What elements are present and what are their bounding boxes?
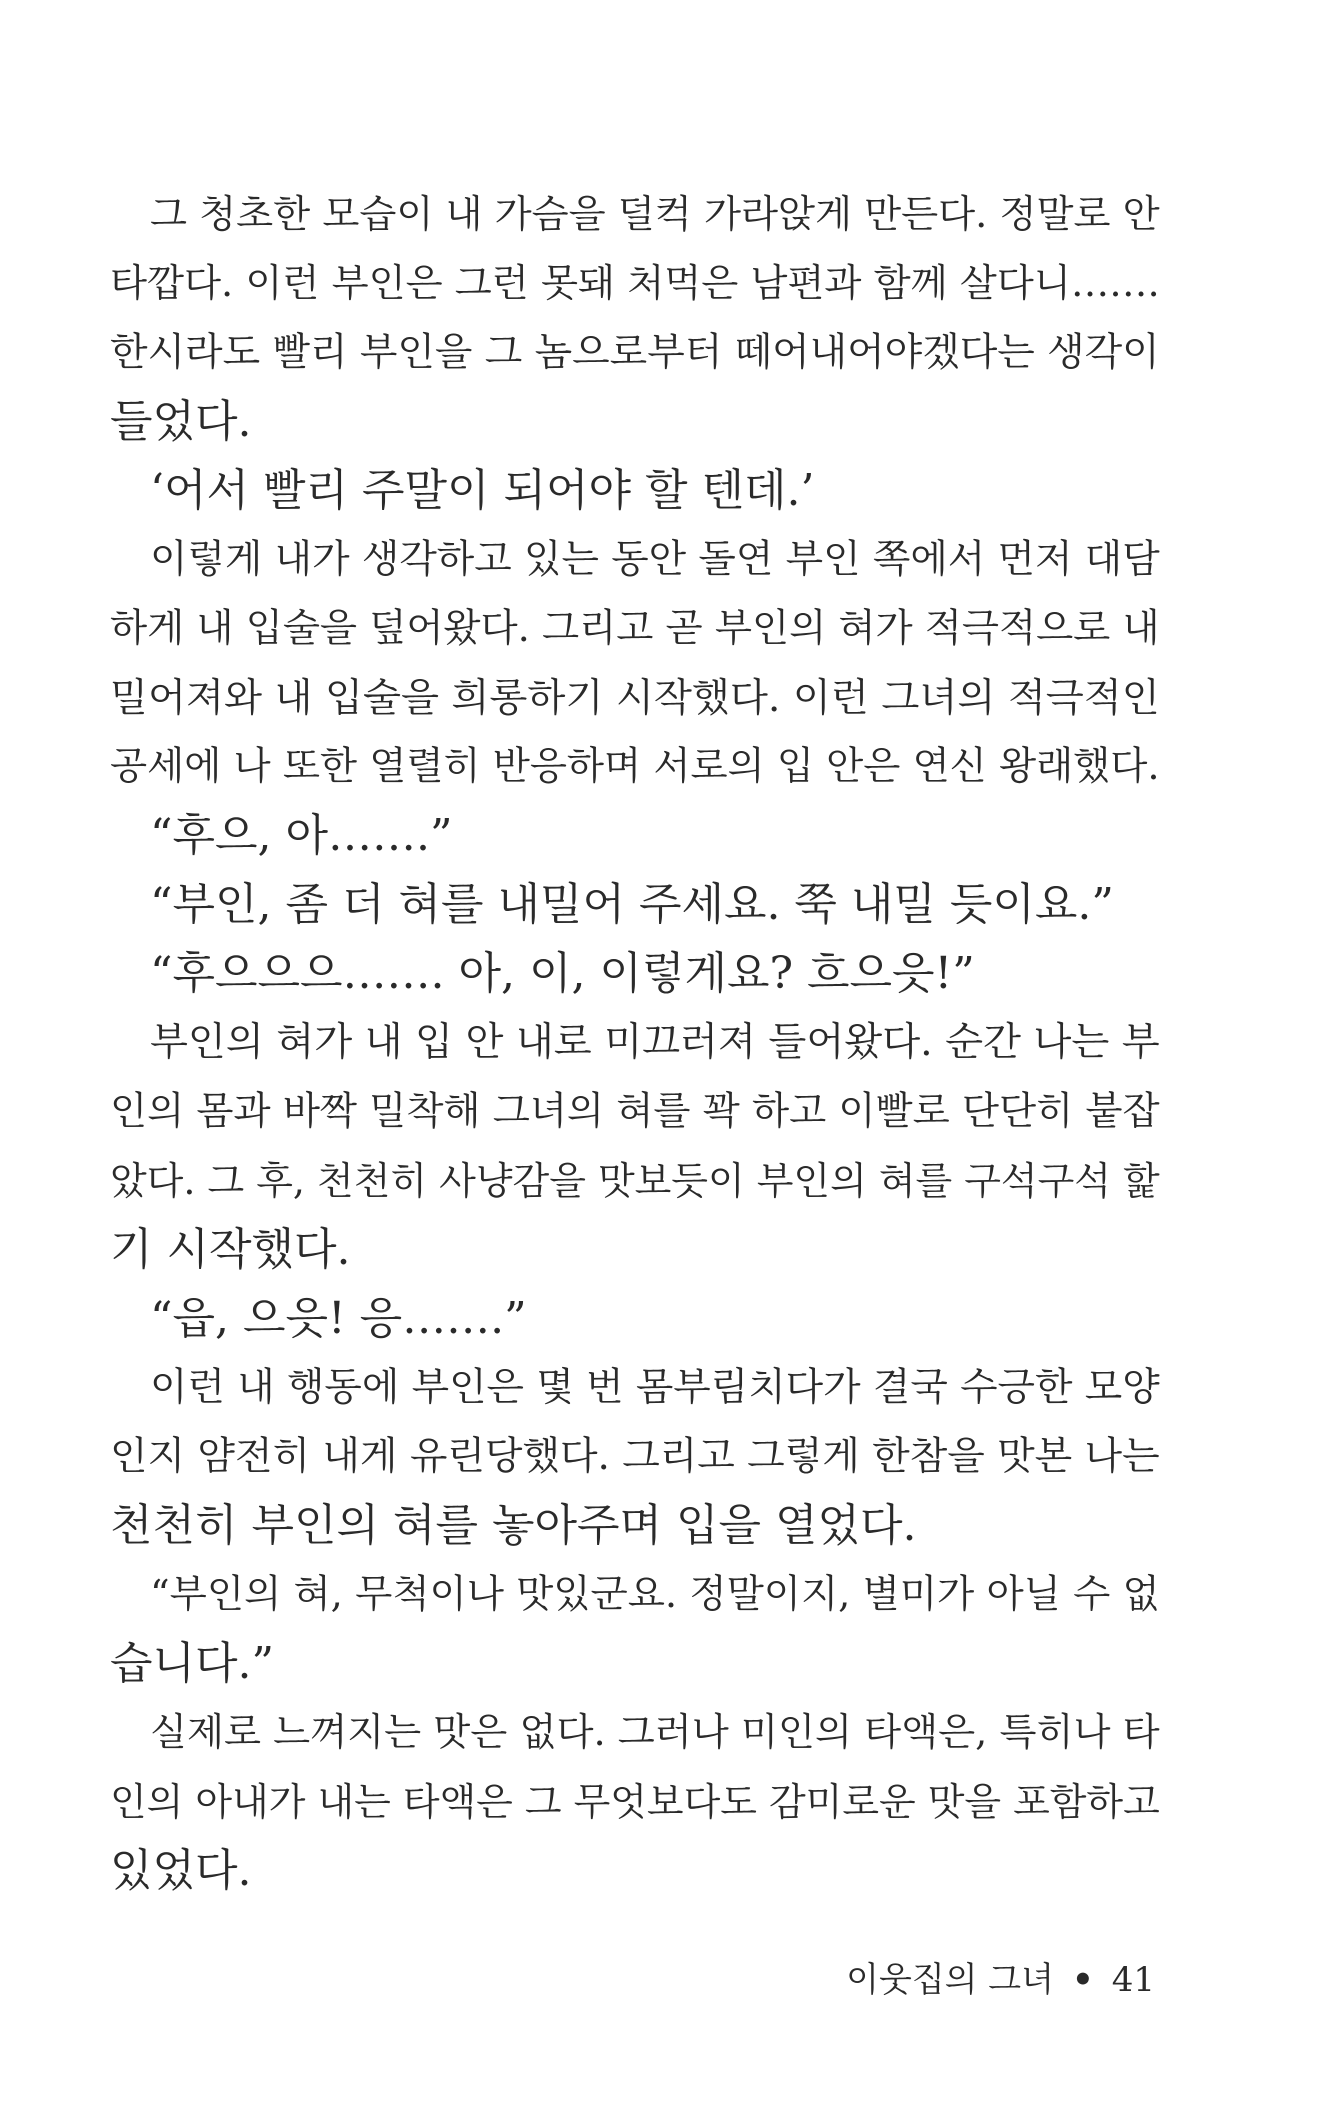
text-line: 밀어져와 내 입술을 희롱하기 시작했다. 이런 그녀의 적극적인 (110, 675, 1160, 721)
text-line: ‘어서 빨리 주말이 되어야 할 텐데.’ (150, 465, 815, 516)
text-line: 았다. 그 후, 천천히 사냥감을 맛보듯이 부인의 혀를 구석구석 핥 (110, 1159, 1160, 1203)
text-line: 공세에 나 또한 열렬히 반응하며 서로의 입 안은 연신 왕래했다. (110, 744, 1160, 789)
text-line: 한시라도 빨리 부인을 그 놈으로부터 떼어내어야겠다는 생각이 (110, 330, 1160, 375)
text-line: 기 시작했다. (110, 1224, 351, 1275)
text-line: 천천히 부인의 혀를 놓아주며 입을 열었다. (110, 1500, 917, 1551)
text-line: 인의 아내가 내는 타액은 그 무엇보다도 감미로운 맛을 포함하고 (110, 1780, 1160, 1824)
text-line: “부인의 혀, 무척이나 맛있군요. 정말이지, 별미가 아닐 수 없 (150, 1572, 1160, 1617)
text-line: 인의 몸과 바짝 밀착해 그녀의 혀를 꽉 하고 이빨로 단단히 붙잡 (110, 1089, 1160, 1134)
text-line: “부인, 좀 더 혀를 내밀어 주세요. 쭉 내밀 듯이요.” (150, 879, 1114, 930)
text-line: 있었다. (110, 1845, 252, 1896)
text-line: “후으, 아…….” (150, 810, 453, 861)
text-line: “읍, 으읏! 응…….” (150, 1293, 527, 1344)
text-line: 부인의 혀가 내 입 안 내로 미끄러져 들어왔다. 순간 나는 부 (150, 1020, 1160, 1065)
book-title: 이웃집의 그녀 (846, 1960, 1054, 2000)
footer-separator: • (1072, 1960, 1094, 2000)
text-line: 타깝다. 이런 부인은 그런 못돼 처먹은 남편과 함께 살다니……. (110, 261, 1160, 306)
text-line: “후으으으……. 아, 이, 이렇게요? 흐으읏!” (150, 948, 975, 999)
text-line: 들었다. (110, 396, 252, 447)
page-footer (846, 1958, 1155, 2002)
text-line: 하게 내 입술을 덮어왔다. 그리고 곧 부인의 혀가 적극적으로 내 (110, 606, 1160, 651)
page-number: 41 (1111, 1960, 1155, 2000)
text-line: 이렇게 내가 생각하고 있는 동안 돌연 부인 쪽에서 먼저 대담 (150, 537, 1160, 582)
text-line: 실제로 느껴지는 맛은 없다. 그러나 미인의 타액은, 특히나 타 (150, 1710, 1160, 1755)
text-line: 이런 내 행동에 부인은 몇 번 몸부림치다가 결국 수긍한 모양 (150, 1365, 1160, 1410)
text-line: 그 청초한 모습이 내 가슴을 덜컥 가라앉게 만든다. 정말로 안 (150, 192, 1160, 237)
text-line: 습니다.” (110, 1638, 274, 1689)
text-line: 인지 얌전히 내게 유린당했다. 그리고 그렇게 한참을 맛본 나는 (110, 1434, 1160, 1479)
